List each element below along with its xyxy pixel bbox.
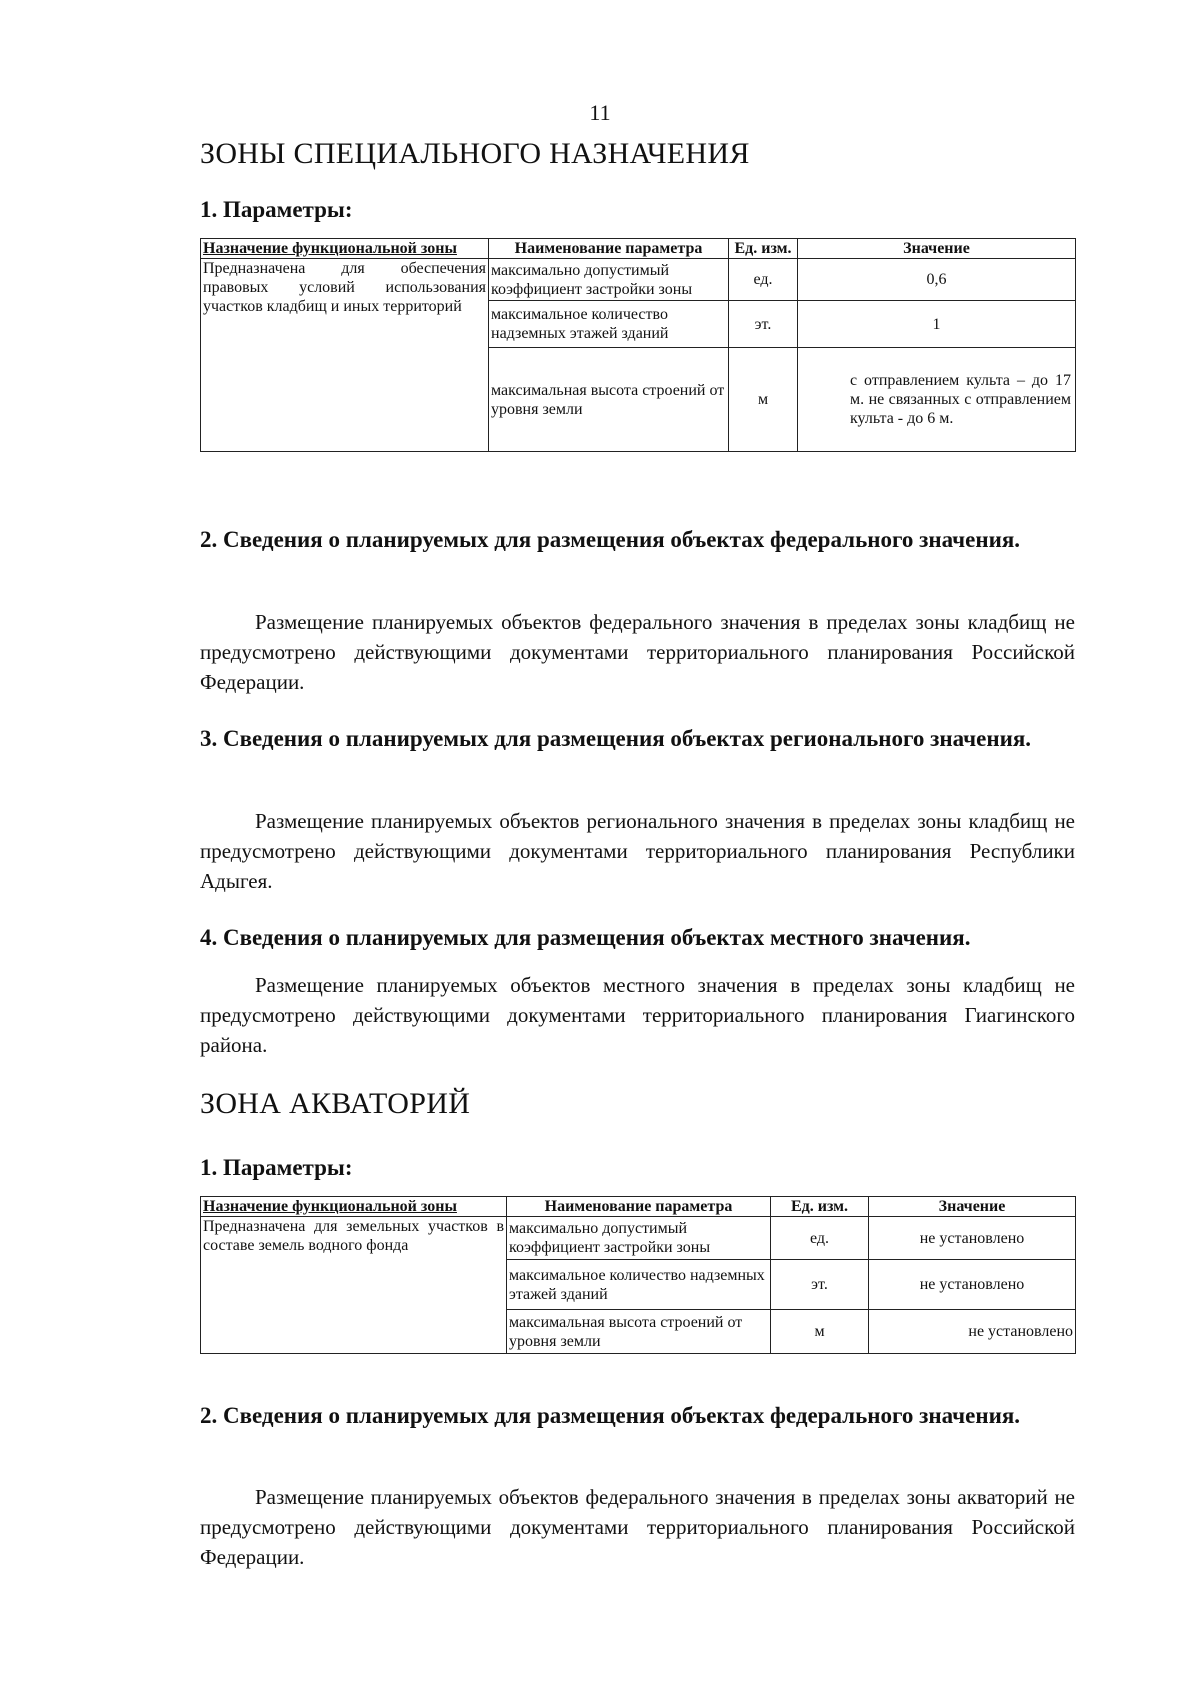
unit-cell: эт. — [771, 1260, 869, 1310]
param-cell: максимальное количество надземных этажей зданий — [489, 301, 729, 348]
table-header-row — [201, 1197, 1076, 1217]
section-heading-federal: 2. Сведения о планируемых для размещения объектах федерального значения. — [200, 527, 1021, 552]
header-value: Значение — [869, 1197, 1076, 1217]
table-row — [201, 1217, 1076, 1260]
unit-cell: м — [729, 348, 798, 452]
zone-title-special: ЗОНЫ СПЕЦИАЛЬНОГО НАЗНАЧЕНИЯ — [200, 137, 750, 170]
paragraph-local: Размещение планируемых объектов местного значения в пределах зоны кладбищ не предусмотрено действующими документами территориального планирования Гиагинского района. — [200, 973, 1075, 1057]
params-heading-aquatory: 1. Параметры: — [200, 1155, 353, 1180]
value-cell: не установлено — [869, 1260, 1076, 1310]
section-heading-local: 4. Сведения о планируемых для размещения объектах местного значения. — [200, 925, 971, 950]
paragraph-federal-aquatory: Размещение планируемых объектов федерального значения в пределах зоны акваторий не предусмотрено действующими документами территориального планирования Российской Федерации. — [200, 1485, 1075, 1569]
unit-cell: эт. — [729, 301, 798, 348]
params-table-special — [200, 238, 1076, 452]
purpose-cell: Предназначена для обеспечения правовых условий использования участков кладбищ и иных территорий — [201, 259, 489, 452]
zone-title-aquatory: ЗОНА АКВАТОРИЙ — [200, 1087, 471, 1120]
value-cell: не установлено — [869, 1310, 1076, 1354]
header-parameter: Наименование параметра — [507, 1197, 771, 1217]
paragraph-federal: Размещение планируемых объектов федерального значения в пределах зоны кладбищ не предусмотрено действующими документами территориального планирования Российской Федерации. — [200, 610, 1075, 694]
unit-cell: ед. — [729, 259, 798, 301]
param-cell: максимальное количество надземных этажей зданий — [507, 1260, 771, 1310]
header-value: Значение — [798, 239, 1076, 259]
header-unit: Ед. изм. — [729, 239, 798, 259]
value-cell: 1 — [798, 301, 1076, 348]
header-parameter: Наименование параметра — [489, 239, 729, 259]
paragraph-regional: Размещение планируемых объектов регионального значения в пределах зоны кладбищ не предусмотрено действующими документами территориального планирования Республики Адыгея. — [200, 809, 1075, 893]
purpose-cell: Предназначена для земельных участков в составе земель водного фонда — [201, 1217, 507, 1354]
param-cell: максимальная высота строений от уровня земли — [489, 348, 729, 452]
value-cell: с отправлением культа – до 17 м. не связанных с отправлением культа - до 6 м. — [798, 348, 1076, 452]
header-purpose: Назначение функциональной зоны — [201, 1197, 507, 1217]
value-cell: 0,6 — [798, 259, 1076, 301]
param-cell: максимальная высота строений от уровня земли — [507, 1310, 771, 1354]
unit-cell: ед. — [771, 1217, 869, 1260]
page-number: 11 — [589, 100, 611, 125]
header-unit: Ед. изм. — [771, 1197, 869, 1217]
param-cell: максимально допустимый коэффициент застройки зоны — [507, 1217, 771, 1260]
table-row — [201, 259, 1076, 301]
header-purpose: Назначение функциональной зоны — [201, 239, 489, 259]
table-header-row — [201, 239, 1076, 259]
params-table-aquatory — [200, 1196, 1076, 1354]
unit-cell: м — [771, 1310, 869, 1354]
param-cell: максимально допустимый коэффициент застройки зоны — [489, 259, 729, 301]
section-heading-regional: 3. Сведения о планируемых для размещения объектах регионального значения. — [200, 726, 1032, 751]
params-heading-special: 1. Параметры: — [200, 197, 353, 222]
value-cell: не установлено — [869, 1217, 1076, 1260]
section-heading-federal-aquatory: 2. Сведения о планируемых для размещения объектах федерального значения. — [200, 1403, 1021, 1428]
